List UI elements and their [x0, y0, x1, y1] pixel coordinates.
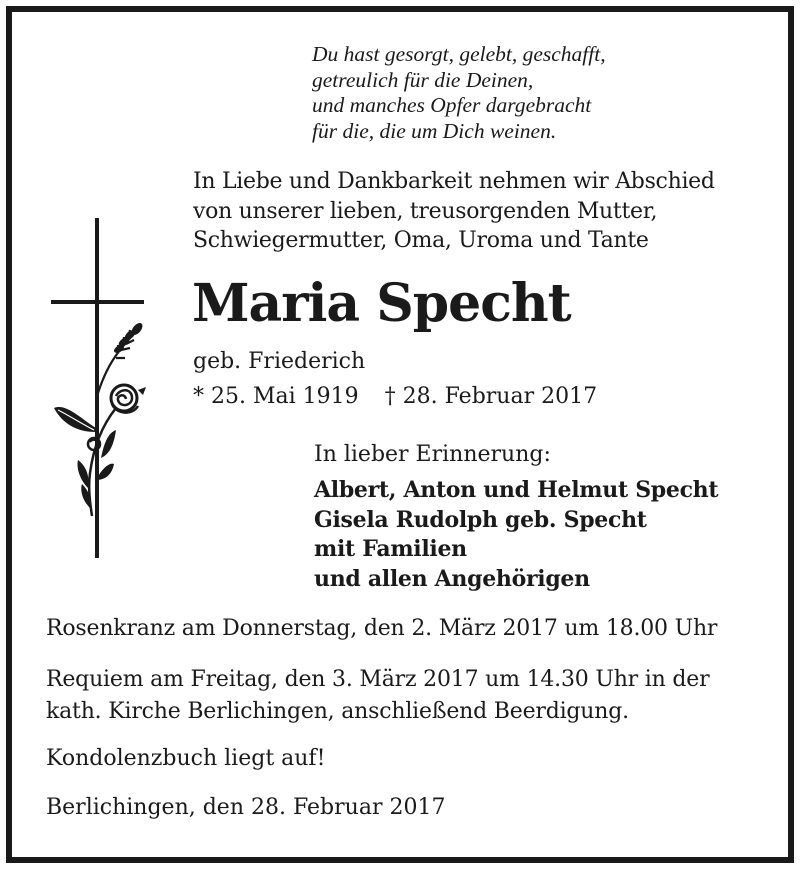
requiem-notice — [46, 664, 709, 728]
mourner-line: Gisela Rudolph geb. Specht — [314, 506, 647, 533]
poem-line: für die, die um Dich weinen. — [312, 118, 557, 143]
mourner-line: und allen Angehörigen — [314, 565, 590, 592]
requiem-line: Requiem am Freitag, den 3. März 2017 um 14.30 Uhr in der — [46, 667, 710, 692]
remembrance-label: In lieber Erinnerung: — [314, 442, 551, 467]
intro-line: von unserer lieben, treusorgenden Mutter, — [193, 198, 658, 224]
farewell-intro — [193, 167, 715, 256]
poem-line: getreulich für die Deinen, — [312, 67, 534, 92]
death-date: † 28. Februar 2017 — [384, 384, 598, 409]
intro-line: In Liebe und Dankbarkeit nehmen wir Abschied — [193, 169, 715, 194]
mourners-list — [314, 476, 718, 594]
mourner-line: Albert, Anton und Helmut Specht — [314, 477, 719, 503]
requiem-line: kath. Kirche Berlichingen, anschließend Beerdigung. — [46, 699, 629, 724]
birth-name: geb. Friederich — [193, 349, 366, 374]
intro-line: Schwiegermutter, Oma, Uroma und Tante — [193, 228, 649, 253]
memorial-poem — [312, 42, 606, 144]
condolence-notice: Kondolenzbuch liegt auf! — [46, 746, 326, 771]
rosary-notice: Rosenkranz am Donnerstag, den 2. März 2017 um 18.00 Uhr — [46, 616, 718, 641]
poem-line: Du hast gesorgt, gelebt, geschafft, — [312, 42, 606, 66]
cross-with-rose-and-wheat-icon — [46, 218, 156, 563]
mourner-line: mit Familien — [314, 536, 467, 562]
poem-line: und manches Opfer dargebracht — [312, 93, 592, 117]
life-dates — [193, 382, 597, 412]
place-and-date: Berlichingen, den 28. Februar 2017 — [46, 795, 446, 820]
deceased-name: Maria Specht — [192, 273, 571, 334]
birth-date: * 25. Mai 1919 — [193, 384, 359, 409]
